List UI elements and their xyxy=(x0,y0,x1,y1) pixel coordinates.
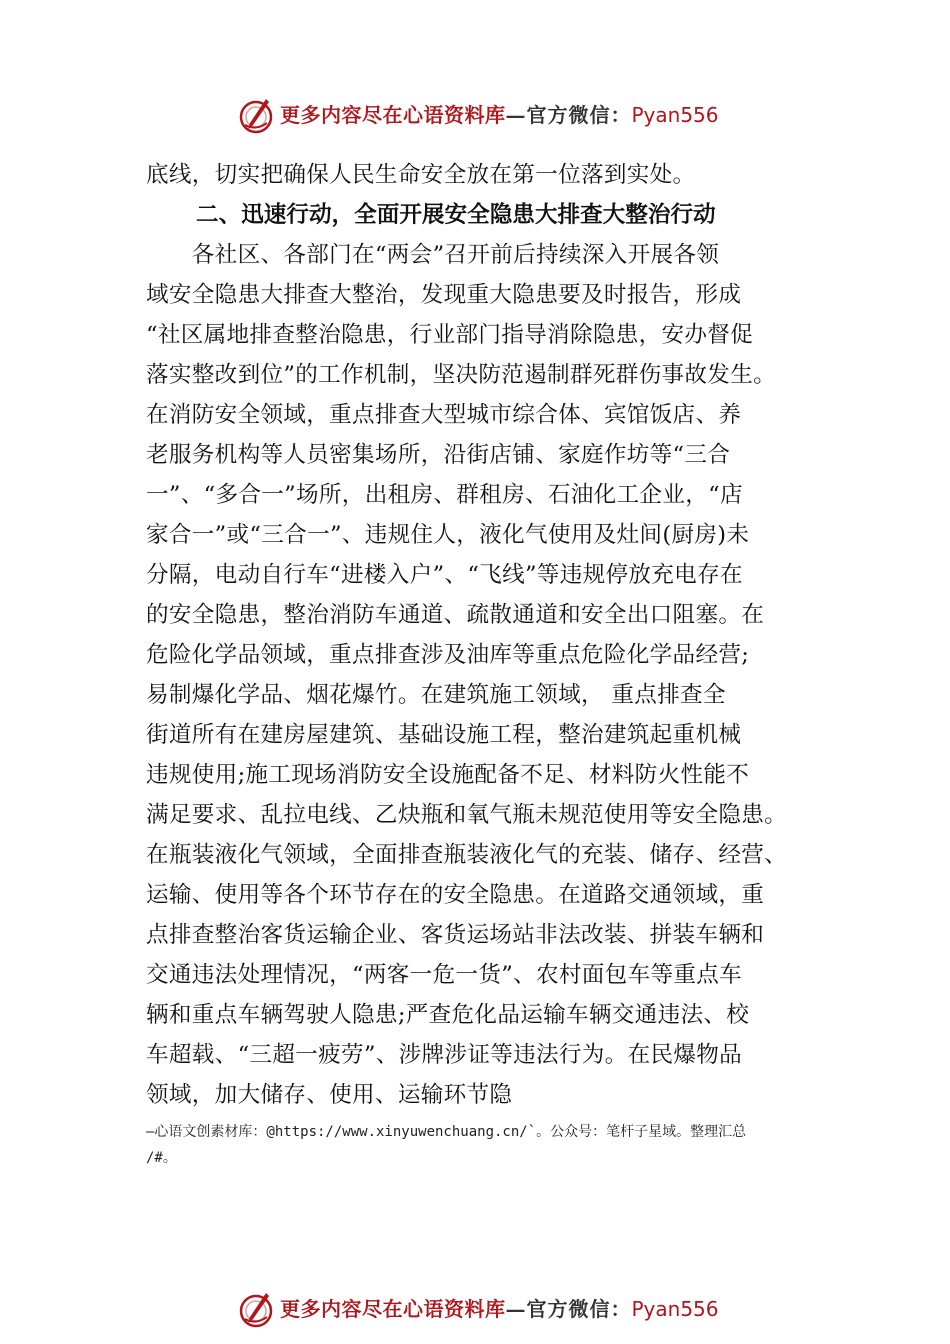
text-line: 的安全隐患，整治消防车通道、疏散通道和安全出口阻塞。在 xyxy=(146,602,765,628)
text-line: 违规使用;施工现场消防安全设施配备不足、材料防火性能不 xyxy=(146,762,750,788)
text-line: 底线，切实把确保人民生命安全放在第一位落到实处。 xyxy=(146,162,696,188)
banner-text xyxy=(280,99,719,128)
footer-banner xyxy=(0,1287,950,1331)
text-line: 辆和重点车辆驾驶人隐患;严查危化品运输车辆交通违法、校 xyxy=(146,1002,750,1028)
text-line: 满足要求、乱拉电线、乙炔瓶和氧气瓶未规范使用等安全隐患。 xyxy=(146,802,788,828)
text-line: 一”、“多合一”场所，出租房、群租房、石油化工企业，“店 xyxy=(146,482,743,508)
section-heading: 二、迅速行动，全面开展安全隐患大排查大整治行动 xyxy=(196,202,716,228)
text-line: 危险化学品领域，重点排查涉及油库等重点危险化学品经营; xyxy=(146,642,750,668)
text-line: 车超载、“三超一疲劳”、涉牌涉证等违法行为。在民爆物品 xyxy=(146,1042,743,1068)
text-line: 易制爆化学品、烟花爆竹。在建筑施工领域， 重点排查全 xyxy=(146,682,726,708)
banner-wechat-label: —官方微信： xyxy=(505,103,632,127)
text-line: 落实整改到位”的工作机制，坚决防范遏制群死群伤事故发生。 xyxy=(146,362,776,388)
source-note: /#。 xyxy=(146,1150,177,1166)
source-note: —心语文创素材库：@https://www.xinyuwenchuang.cn/`。公众号：笔杆子星域。整理汇总 xyxy=(146,1124,747,1140)
banner-red-text: 更多内容尽在心语资料库 xyxy=(280,1297,506,1321)
banner-wechat-label: —官方微信： xyxy=(505,1297,632,1321)
text-line: 点排查整治客货运输企业、客货运场站非法改装、拼装车辆和 xyxy=(146,922,765,948)
text-line: 在瓶装液化气领域，全面排查瓶装液化气的充装、储存、经营、 xyxy=(146,842,788,868)
text-line: 街道所有在建房屋建筑、基础设施工程，整治建筑起重机械 xyxy=(146,722,742,748)
text-line: 在消防安全领域，重点排查大型城市综合体、宾馆饭店、养 xyxy=(146,402,742,428)
quill-pen-logo-icon xyxy=(236,95,276,135)
text-line: “社区属地排查整治隐患，行业部门指导消除隐患，安办督促 xyxy=(146,322,754,348)
banner-text xyxy=(280,1293,719,1322)
text-line: 分隔，电动自行车“进楼入户”、“飞线”等违规停放充电存在 xyxy=(146,562,743,588)
text-line: 交通违法处理情况，“两客一危一货”、农村面包车等重点车 xyxy=(146,962,743,988)
text-line: 领域，加大储存、使用、运输环节隐 xyxy=(146,1082,513,1108)
header-banner xyxy=(0,93,950,137)
banner-red-text: 更多内容尽在心语资料库 xyxy=(280,103,506,127)
text-line: 老服务机构等人员密集场所，沿街店铺、家庭作坊等“三合 xyxy=(146,442,731,468)
text-line: 域安全隐患大排查大整治，发现重大隐患要及时报告，形成 xyxy=(146,282,742,308)
text-line: 家合一”或“三合一”、违规住人，液化气使用及灶间(厨房)未 xyxy=(146,522,750,548)
text-line: 运输、使用等各个环节存在的安全隐患。在道路交通领域，重 xyxy=(146,882,765,908)
banner-wechat-id: Pyan556 xyxy=(631,103,719,127)
text-line: 各社区、各部门在“两会”召开前后持续深入开展各领 xyxy=(146,242,720,268)
banner-wechat-id: Pyan556 xyxy=(631,1297,719,1321)
quill-pen-logo-icon xyxy=(236,1289,276,1329)
